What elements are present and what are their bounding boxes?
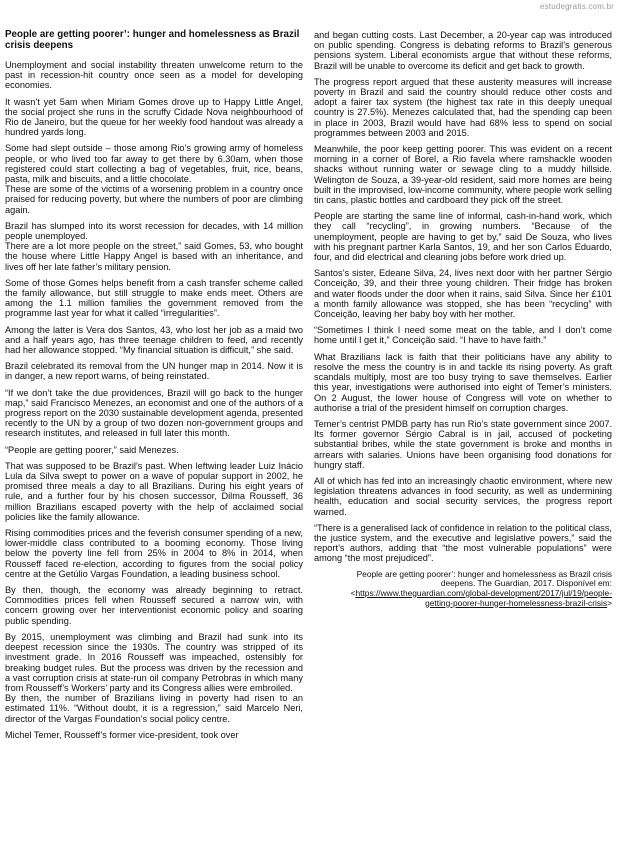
citation-link[interactable]: https://www.theguardian.com/global-development/2017/jul/19/people-getting-poorer-hunger-homelessness-brazil-crisis xyxy=(355,587,612,608)
paragraph: It wasn’t yet 5am when Miriam Gomes drove up to Happy Little Angel, the social project she runs in the scruffy Cidade Nova neighbourhood of Rio de Janeiro, but the queue for her weekly food handout was already a hundred yards long. xyxy=(5,96,303,138)
paragraph: “Sometimes I think I need some meat on the table, and I don’t come home until I get it,” Conceição said. “I have to have faith.” xyxy=(314,325,612,346)
paragraph: Brazil has slumped into its worst recession for decades, with 14 million people unemployed. xyxy=(5,220,303,241)
paragraph: Unemployment and social instability threaten unwelcome return to the past in recession-hit country once seen as a model for developing economies. xyxy=(5,59,303,91)
left-column xyxy=(5,30,303,746)
paragraph: Michel Temer, Rousseff’s former vice-president, took over xyxy=(5,729,239,740)
paragraph: By then, the number of Brazilians living in poverty had risen to an estimated 11%. “Without doubt, it is a regression,” said Marcelo Neri, director of the Vargas Foundation’s social policy centre. xyxy=(5,693,303,724)
paragraph: “If we don’t take the due providences, Brazil will go back to the hunger map,” said Francisco Menezes, an economist and one of the authors of a progress report on the 2030 sustainable development agenda, presented recently to the UN by a group of two dozen non-government groups and research institutes, and released in full later this month. xyxy=(5,387,303,439)
paragraph: Brazil celebrated its removal from the UN hunger map in 2014. Now it is in danger, a new report warns, of being reinstated. xyxy=(5,361,303,382)
paragraph: Some had slept outside – those among Rio’s growing army of homeless people, or who lived too far away to get there by 6.30am, when those registered could start collecting a bag of vegetables, fruit, rice, beans, pasta, milk and biscuits, and a little chocolate. xyxy=(5,143,303,184)
paragraph: “There is a generalised lack of confidence in relation to the political class, the justice system, and the executive and legislative powers,” said the report’s authors, adding that “the most vulnerable populations” were among “the most prejudiced”. xyxy=(314,522,612,564)
article-title: People are getting poorer’: hunger and homelessness as Brazil crisis deepens xyxy=(5,29,300,51)
paragraph: By then, though, the economy was already beginning to retract. Commodities prices fell when Rousseff secured a narrow win, with concern growing over her interventionist economic policy and soaring public spending. xyxy=(5,585,303,626)
paragraph: That was supposed to be Brazil’s past. When leftwing leader Luiz Inácio Lula da Silva swept to power on a wave of popular support in 2002, he promised three meals a day to all Brazilians. During his eight years of rule, and a further four by his chosen successor, Dilma Rousseff, 36 million Brazilians escaped poverty with the help of acclaimed social policies like the family allowance. xyxy=(5,460,303,522)
paragraph: Santos’s sister, Edeane Silva, 24, lives next door with her partner Sérgio Conceição, 39, and their three young children. Their fridge has broken and water floods under the door when it rains, said Silva. Since her £101 a month family allowance was stopped, she has been “recycling” with Conceição, leaving her baby boy with her mother. xyxy=(314,268,612,320)
paragraph: “People are getting poorer,” said Menezes. xyxy=(5,444,179,455)
paragraph: and began cutting costs. Last December, a 20-year cap was introduced on public spending. Congress is debating reforms to Brazil’s generous pensions system. Liberal economists argue that without these reforms, Brazil will be unable to overcome its deficit and get back to growth. xyxy=(314,30,612,71)
citation-text: People are getting poorer’: hunger and homelessness as Brazil crisis deepens. The Guardian, 2017. Disponível em: < xyxy=(350,568,612,598)
paragraph: By 2015, unemployment was climbing and Brazil had sunk into its deepest recession since the 1930s. The country was stripped of its investment grade. In 2016 Rousseff was impeached, ostensibly for breaking budget rules. But the process was driven by the recession and a vast corruption crisis at state-run oil company Petrobras in which many from Rousseff’s Workers’ party and its Congress allies were embroiled. xyxy=(5,631,303,693)
article-page xyxy=(5,30,613,746)
paragraph: What Brazilians lack is faith that their politicians have any ability to resolve the mess the country is in and tackle its rising poverty. As graft scandals multiply, most are too busy trying to save themselves. Earlier this year, investigations were authorised into eight of Temer’s ministers. On 2 August, the lower house of Congress will vote on whether to authorise a trial of the president himself on corruption charges. xyxy=(314,351,612,413)
paragraph: Rising commodities prices and the feverish consumer spending of a new, lower-middle class contributed to a booming economy. Those living below the poverty line fell from 25% in 2004 to 8% in 2014, when Rousseff faced re-election, according to figures from the social policy centre at the Getúlio Vargas Foundation, a leading business school. xyxy=(5,528,303,579)
paragraph: These are some of the victims of a worsening problem in a country once praised for reducing poverty, but where the numbers of poor are climbing again. xyxy=(5,184,303,215)
paragraph: The progress report argued that these austerity measures will increase poverty in Brazil and said the country should reduce other costs and adopt a fairer tax system (the highest tax rate in this deeply unequal country is 27.5%). Menezes calculated that, had the spending cap been in place in 2003, Brazil would have had 68% less to spend on social programmes between 2003 and 2015. xyxy=(314,76,612,138)
right-column xyxy=(314,30,612,746)
paragraph: Some of those Gomes helps benefit from a cash transfer scheme called the family allowance, but still struggle to make ends meet. Others are among the 1.1 million families the government removed from the programme last year for what it called “irregularities”. xyxy=(5,277,303,319)
site-watermark: estudegratis.com.br xyxy=(539,2,614,11)
paragraph: There are a lot more people on the street,” said Gomes, 53, who bought the house where Little Happy Angel is based with an inheritance, and lives off her late father’s military pension. xyxy=(5,241,303,272)
paragraph: All of which has fed into an increasingly chaotic environment, where new legislation threatens advances in food security, as well as undermining health, education and social security services, the progress report warned. xyxy=(314,475,612,517)
paragraph: Meanwhile, the poor keep getting poorer. This was evident on a recent morning in a corner of Borel, a Rio favela where ramshackle wooden shacks without running water or sewage cling to a muddy hillside. Welington de Souza, a 39-year-old resident, said more homes are being built in the improvised, low-income community, where people work selling tin cans, plastic bottles and cardboard they pick off the street. xyxy=(314,144,612,206)
paragraph: Among the latter is Vera dos Santos, 43, who lost her job as a maid two and a half years ago, has three teenage children to feed, and recently had her allowance stopped. “My financial situation is difficult,” she said. xyxy=(5,324,303,356)
paragraph: Temer’s centrist PMDB party has run Rio’s state government since 2007. Its former governor Sérgio Cabral is in jail, accused of pocketing substantial bribes, while the state government is broke and months in arrears with salaries. Unions have been organising food donations for hungry staff. xyxy=(314,418,612,470)
source-citation xyxy=(314,570,612,609)
citation-suffix: > xyxy=(607,597,612,608)
paragraph: People are starting the same line of informal, cash-in-hand work, which they call “recycling”, in growing numbers. “Because of the unemployment, people are having to get by,” said De Souza, who lives with his pregnant partner Karla Santos, 19, and her son Carlos Eduardo, four, and did electrical and cleaning jobs before work dried up. xyxy=(314,211,612,263)
